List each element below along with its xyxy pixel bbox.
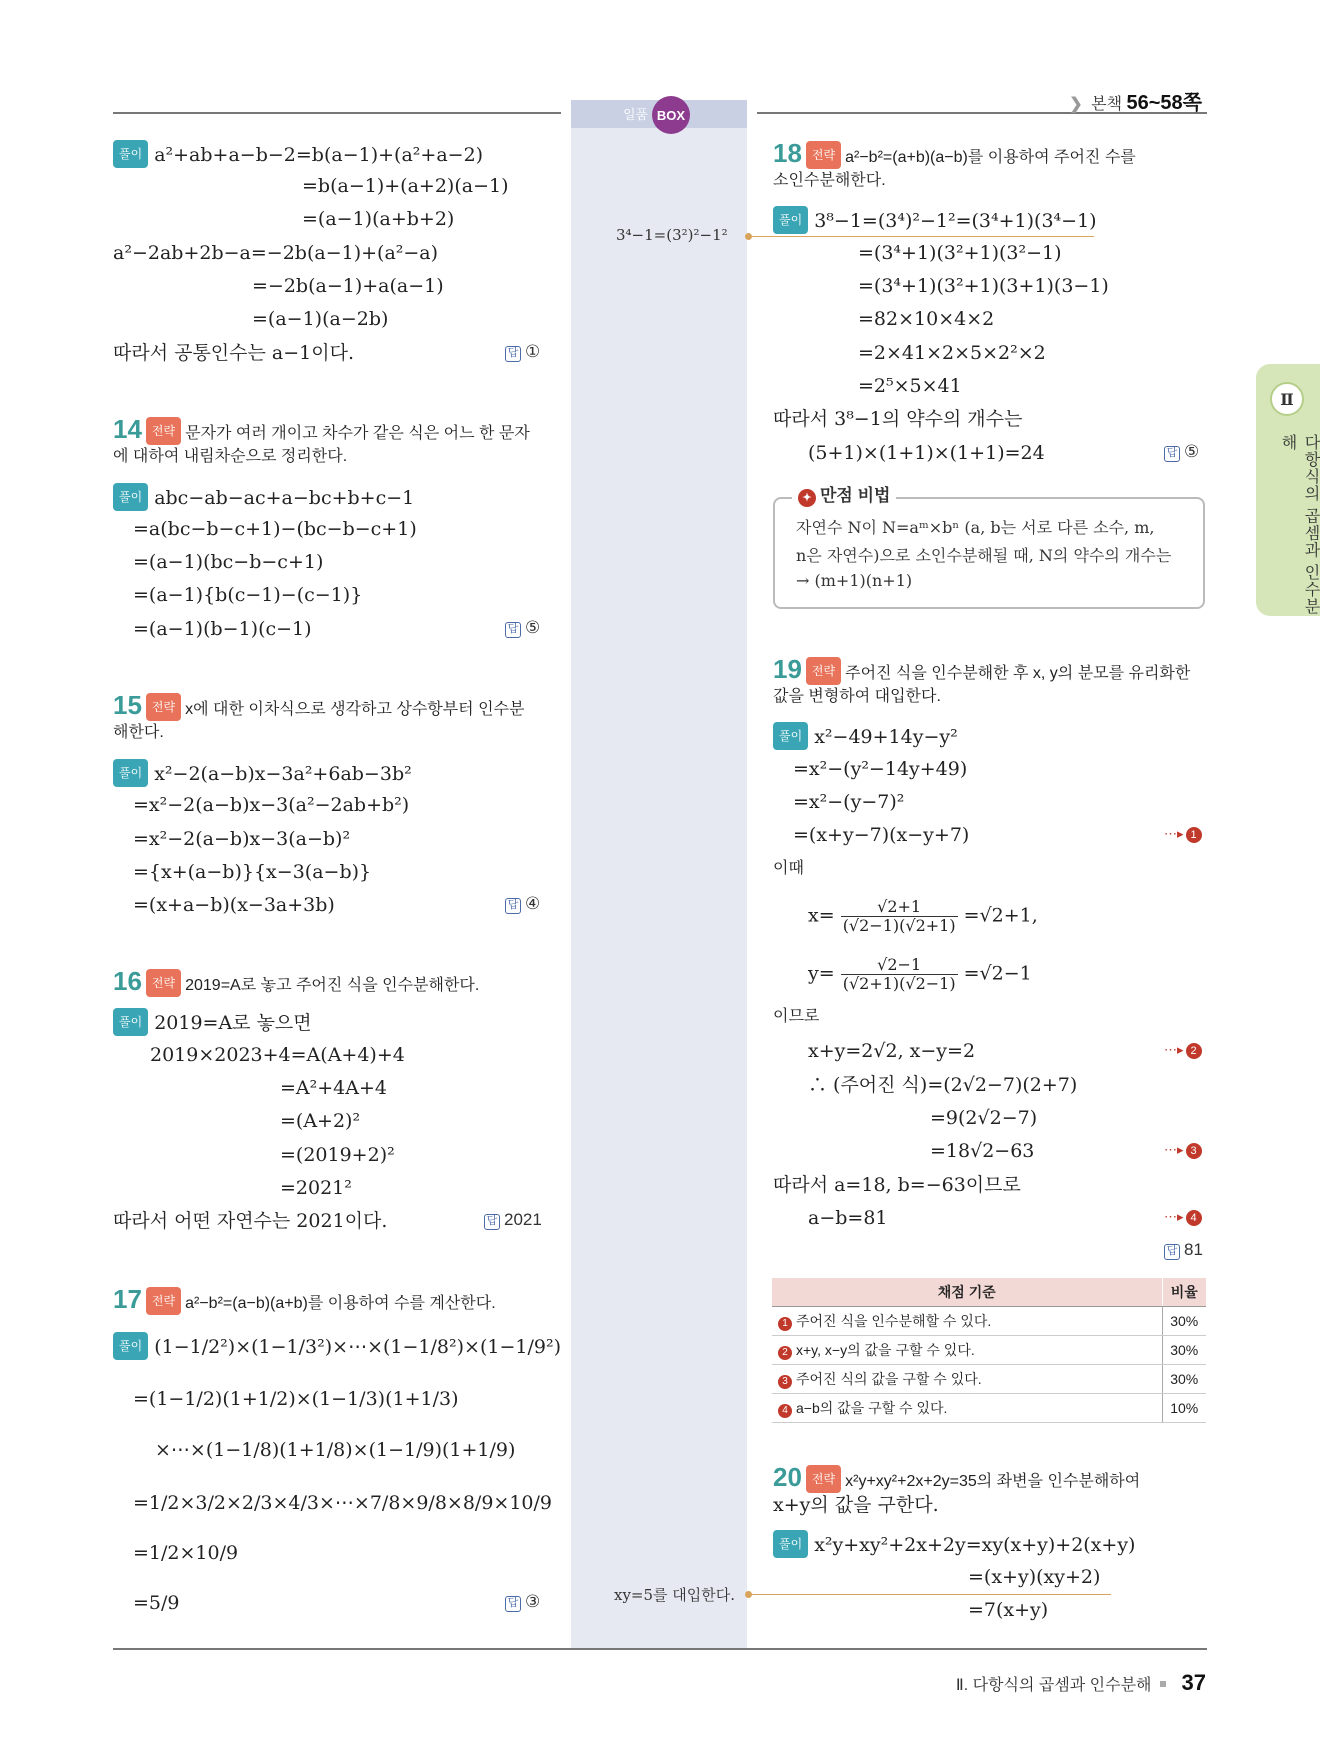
- sol19-line-10: =9(2√2−7): [930, 1107, 1038, 1129]
- sol19-line-2: =x²−(y²−14y+49): [793, 758, 968, 780]
- step-number: 1: [1186, 827, 1202, 843]
- problem-number: 16: [113, 966, 142, 996]
- page-ref-prefix: 본책: [1091, 96, 1123, 113]
- strategy-text: x에 대한 이차식으로 생각하고 상수항부터 인수분: [185, 701, 525, 718]
- chapter-title: 다항식의 곱셈과 인수분해: [1279, 434, 1319, 615]
- solution-tag: 풀이: [773, 722, 808, 750]
- strategy-tag: 전략: [806, 141, 841, 169]
- sol13-line-5: =−2b(a−1)+a(a−1): [252, 275, 444, 297]
- strategy-tag: 전략: [806, 657, 841, 685]
- page-footer: [956, 1670, 1206, 1696]
- fraction-y: [841, 956, 958, 993]
- page-ref-pages: 56~58쪽: [1126, 92, 1202, 114]
- grading-table: [772, 1278, 1206, 1423]
- header-rule-left: [113, 112, 561, 114]
- sol16-line-5: =(2019+2)²: [280, 1144, 395, 1166]
- problem-number: 18: [773, 138, 802, 168]
- sol13-line-2: =b(a−1)+(a+2)(a−1): [302, 175, 509, 197]
- strategy-tag: 전략: [806, 1465, 841, 1493]
- sol18-line-1: [773, 206, 1097, 234]
- step-number: 4: [1186, 1210, 1202, 1226]
- grading-header-criteria: 채점 기준: [772, 1278, 1162, 1307]
- strategy-text: x²y+xy²+2x+2y=35의 좌변을 인수분해하여: [845, 1473, 1141, 1490]
- grading-row: [772, 1307, 1206, 1336]
- x-eq: x=: [808, 904, 835, 927]
- grading-header-ratio: 비율: [1162, 1278, 1206, 1307]
- strategy-tag: 전략: [146, 693, 181, 721]
- strategy-text: 문자가 여러 개이고 차수가 같은 식은 어느 한 문자: [185, 425, 530, 442]
- sol17-line-3: ×⋯×(1−1/8)(1+1/8)×(1−1/9)(1+1/9): [155, 1439, 516, 1461]
- sol16-line-1: [113, 1008, 312, 1036]
- sol20-line-2: =(x+y)(xy+2): [968, 1566, 1101, 1588]
- problem-18-header: [773, 140, 1136, 171]
- footer-rule: [113, 1648, 1207, 1650]
- answer-value: ③: [525, 1592, 541, 1611]
- problem-14-header: [113, 416, 530, 447]
- grading-text: 주어진 식의 값을 구할 수 있다.: [796, 1371, 982, 1387]
- sol18-line-4: =82×10×4×2: [858, 308, 995, 330]
- solution-tag: 풀이: [113, 483, 148, 511]
- answer-18: [1164, 442, 1199, 462]
- info-box-label: 일품: [623, 107, 649, 122]
- numerator: √2+1: [841, 898, 958, 917]
- grading-num: 4: [778, 1404, 792, 1418]
- sol13-conclusion: 따라서 공통인수는 a−1이다.: [113, 342, 354, 364]
- grading-row: [772, 1336, 1206, 1365]
- grading-pct: 30%: [1162, 1336, 1206, 1365]
- problem-15-header: [113, 692, 524, 723]
- info-box-badge: BOX: [652, 96, 690, 134]
- tip-line-1: 자연수 N이 N=aᵐ×bⁿ (a, b는 서로 다른 소수, m,: [796, 518, 1155, 537]
- strategy-tag: 전략: [146, 969, 181, 997]
- grading-num: 2: [778, 1346, 792, 1360]
- sol18-line-3: =(3⁴+1)(3²+1)(3+1)(3−1): [858, 275, 1109, 297]
- strategy-tag: 전략: [146, 417, 181, 445]
- sol19-imeuro: 이므로: [773, 1008, 820, 1025]
- sol14-line-1: [113, 483, 414, 511]
- sol15-line-5: =(x+a−b)(x−3a+3b): [133, 894, 335, 916]
- sol16-line-6: =2021²: [280, 1177, 352, 1199]
- answer-17: [505, 1592, 540, 1612]
- strategy-text: a²−b²=(a−b)(a+b)를 이용하여 수를 계산한다.: [185, 1295, 496, 1312]
- info-note-20: xy=5를 대입한다.: [614, 1586, 736, 1604]
- solution-tag: 풀이: [113, 1008, 148, 1036]
- sol16-line-3: =A²+4A+4: [280, 1077, 387, 1099]
- grading-criteria: [772, 1307, 1162, 1336]
- grading-criteria: [772, 1365, 1162, 1394]
- step-number: 3: [1186, 1143, 1202, 1159]
- sol17-line-2: =(1−1/2)(1+1/2)×(1−1/3)(1+1/3): [133, 1388, 459, 1410]
- sol14-line-2: =a(bc−b−c+1)−(bc−b−c+1): [133, 518, 417, 540]
- answer-value: ⑤: [525, 618, 541, 637]
- answer-value: 2021: [504, 1210, 542, 1229]
- sol19-line-11: =18√2−63: [930, 1140, 1035, 1162]
- answer-14: [505, 618, 540, 638]
- chevron-right-icon: ❯: [1069, 96, 1083, 113]
- answer-value: ①: [525, 342, 541, 361]
- step-marker-1: ⋯▸ 1: [1164, 826, 1202, 843]
- leader-line-20: [749, 1594, 1111, 1595]
- info-note-18: 3⁴−1=(3²)²−1²: [616, 226, 728, 244]
- answer-icon: 답: [1164, 1244, 1180, 1260]
- solution-tag: 풀이: [113, 1332, 148, 1360]
- math-line: abc−ab−ac+a−bc+b+c−1: [154, 487, 415, 509]
- tip-line-3: → (m+1)(n+1): [796, 571, 913, 590]
- strategy-text: a²−b²=(a+b)(a−b)를 이용하여 주어진 수를: [845, 149, 1136, 166]
- leader-line-18: [749, 236, 1094, 237]
- sol15-line-4: ={x+(a−b)}{x−3(a−b)}: [133, 861, 372, 883]
- y-result: =√2−1: [963, 962, 1032, 985]
- math-line: x²−2(a−b)x−3a²+6ab−3b²: [154, 763, 412, 785]
- problem-16-header: [113, 968, 479, 999]
- step-marker-3: ⋯▸ 3: [1164, 1142, 1202, 1159]
- denominator: (√2−1)(√2+1): [842, 916, 956, 935]
- problem-number: 14: [113, 414, 142, 444]
- answer-19: [1164, 1240, 1203, 1260]
- sol14-line-4: =(a−1){b(c−1)−(c−1)}: [133, 584, 363, 606]
- page-reference: [1069, 86, 1202, 115]
- grading-pct: 30%: [1162, 1365, 1206, 1394]
- grading-pct: 10%: [1162, 1394, 1206, 1423]
- grading-text: x+y, x−y의 값을 구할 수 있다.: [796, 1342, 975, 1358]
- sol19-line-13: a−b=81: [808, 1207, 888, 1229]
- strategy-text-cont: 소인수분해한다.: [773, 172, 886, 189]
- lightbulb-icon: ✦: [798, 489, 816, 507]
- math-line: x²−49+14y−y²: [814, 726, 958, 748]
- page-number: 37: [1181, 1670, 1206, 1695]
- solution-tag: 풀이: [773, 1530, 808, 1558]
- math-line: 3⁸−1=(3⁴)²−1²=(3⁴+1)(3⁴−1): [814, 210, 1097, 232]
- sol18-line-6: =2⁵×5×41: [858, 375, 962, 397]
- sol18-line-7: 따라서 3⁸−1의 약수의 개수는: [773, 408, 1023, 430]
- answer-value: 81: [1184, 1240, 1203, 1259]
- sol18-line-5: =2×41×2×5×2²×2: [858, 342, 1046, 364]
- step-marker-2: ⋯▸ 2: [1164, 1042, 1202, 1059]
- grading-text: a−b의 값을 구할 수 있다.: [796, 1400, 948, 1416]
- answer-icon: 답: [505, 898, 521, 914]
- answer-icon: 답: [505, 1596, 521, 1612]
- grading-criteria: [772, 1336, 1162, 1365]
- sol19-ttae: 이때: [773, 860, 804, 877]
- fraction-x: [841, 898, 958, 935]
- answer-value: ⑤: [1184, 442, 1200, 461]
- problem-number: 15: [113, 690, 142, 720]
- y-eq: y=: [808, 962, 835, 985]
- sol19-x-expr: [808, 898, 1038, 935]
- sol19-line-12: 따라서 a=18, b=−63이므로: [773, 1174, 1021, 1196]
- sol20-line-1: [773, 1530, 1135, 1558]
- strategy-text-cont: x+y의 값을 구한다.: [773, 1494, 939, 1516]
- sol17-line-4: =1/2×3/2×2/3×4/3×⋯×7/8×9/8×8/9×10/9: [133, 1492, 552, 1514]
- grading-criteria: [772, 1394, 1162, 1423]
- info-box-column: [571, 100, 747, 1648]
- sol15-line-2: =x²−2(a−b)x−3(a²−2ab+b²): [133, 794, 410, 816]
- sol16-line-2: 2019×2023+4=A(A+4)+4: [150, 1044, 405, 1066]
- tip-line-2: n은 자연수)으로 소인수분해될 때, N의 약수의 개수는: [796, 546, 1172, 565]
- solution-tag: 풀이: [773, 206, 808, 234]
- sol19-line-sum: x+y=2√2, x−y=2: [808, 1040, 976, 1062]
- sol19-y-expr: [808, 956, 1032, 993]
- sol19-line-1: [773, 722, 958, 750]
- answer-icon: 답: [505, 622, 521, 638]
- tip-title-text: 만점 비법: [820, 486, 891, 505]
- sol17-line-1: [113, 1332, 561, 1360]
- sol15-line-1: [113, 759, 412, 787]
- sol19-line-3: =x²−(y−7)²: [793, 791, 905, 813]
- solution-tag: 풀이: [113, 759, 148, 787]
- problem-17-header: [113, 1286, 496, 1317]
- problem-number: 20: [773, 1462, 802, 1492]
- answer-16: [484, 1210, 542, 1230]
- answer-15: [505, 894, 540, 914]
- grading-row: [772, 1394, 1206, 1423]
- problem-19-header: [773, 656, 1190, 687]
- answer-icon: 답: [1164, 446, 1180, 462]
- sol20-line-3: =7(x+y): [968, 1599, 1049, 1621]
- sol18-line-2: =(3⁴+1)(3²+1)(3²−1): [858, 242, 1062, 264]
- sol14-line-3: =(a−1)(bc−b−c+1): [133, 551, 324, 573]
- grading-num: 1: [778, 1317, 792, 1331]
- denominator: (√2+1)(√2−1): [842, 974, 956, 993]
- step-marker-4: ⋯▸ 4: [1164, 1209, 1202, 1226]
- sol13-line-4: a²−2ab+2b−a=−2b(a−1)+(a²−a): [113, 242, 439, 264]
- problem-number: 19: [773, 654, 802, 684]
- sol16-conclusion: 따라서 어떤 자연수는 2021이다.: [113, 1210, 388, 1232]
- grading-text: 주어진 식을 인수분해할 수 있다.: [796, 1313, 992, 1329]
- sol19-line-therefore: ∴ (주어진 식)=(2√2−7)(2+7): [808, 1074, 1078, 1096]
- grading-header-row: [772, 1278, 1206, 1307]
- sol14-line-5: =(a−1)(b−1)(c−1): [133, 618, 312, 640]
- footer-chapter: Ⅱ. 다항식의 곱셈과 인수분해: [955, 1677, 1152, 1694]
- step-number: 2: [1186, 1043, 1202, 1059]
- strategy-text-cont: 에 대하여 내림차순으로 정리한다.: [113, 448, 348, 465]
- x-result: =√2+1,: [963, 904, 1038, 927]
- strategy-text-cont: 해한다.: [113, 724, 164, 741]
- grading-num: 3: [778, 1375, 792, 1389]
- sol16-line-4: =(A+2)²: [280, 1110, 361, 1132]
- chapter-side-tab[interactable]: [1256, 364, 1320, 616]
- math-line: 2019=A로 놓으면: [154, 1012, 312, 1034]
- sol19-line-4: =(x+y−7)(x−y+7): [793, 824, 970, 846]
- sol13-line-1: [113, 140, 483, 168]
- numerator: √2−1: [841, 956, 958, 975]
- answer-icon: 답: [484, 1214, 500, 1230]
- strategy-text: 주어진 식을 인수분해한 후 x, y의 분모를 유리화한: [845, 665, 1191, 682]
- sol18-line-8: (5+1)×(1+1)×(1+1)=24: [808, 442, 1045, 464]
- sol17-line-5: =1/2×10/9: [133, 1542, 239, 1564]
- answer-icon: 답: [505, 346, 521, 362]
- footer-separator: [1160, 1681, 1166, 1687]
- sol13-line-3: =(a−1)(a+b+2): [302, 208, 455, 230]
- solution-tag: 풀이: [113, 140, 148, 168]
- answer-13: [505, 342, 540, 362]
- math-line: x²y+xy²+2x+2y=xy(x+y)+2(x+y): [814, 1534, 1136, 1556]
- sol15-line-3: =x²−2(a−b)x−3(a−b)²: [133, 828, 351, 850]
- problem-20-header: [773, 1464, 1140, 1495]
- strategy-text-cont: 값을 변형하여 대입한다.: [773, 688, 941, 705]
- sol17-line-6: =5/9: [133, 1592, 180, 1614]
- strategy-tag: 전략: [146, 1287, 181, 1315]
- math-line: a²+ab+a−b−2=b(a−1)+(a²+a−2): [154, 144, 484, 166]
- strategy-text: 2019=A로 놓고 주어진 식을 인수분해한다.: [185, 977, 480, 994]
- answer-value: ④: [525, 894, 541, 913]
- chapter-number: Ⅱ: [1270, 382, 1304, 416]
- tip-title: [792, 481, 896, 507]
- grading-pct: 30%: [1162, 1307, 1206, 1336]
- grading-row: [772, 1365, 1206, 1394]
- problem-number: 17: [113, 1284, 142, 1314]
- math-line: (1−1/2²)×(1−1/3²)×⋯×(1−1/8²)×(1−1/9²): [154, 1336, 561, 1358]
- sol13-line-6: =(a−1)(a−2b): [252, 308, 389, 330]
